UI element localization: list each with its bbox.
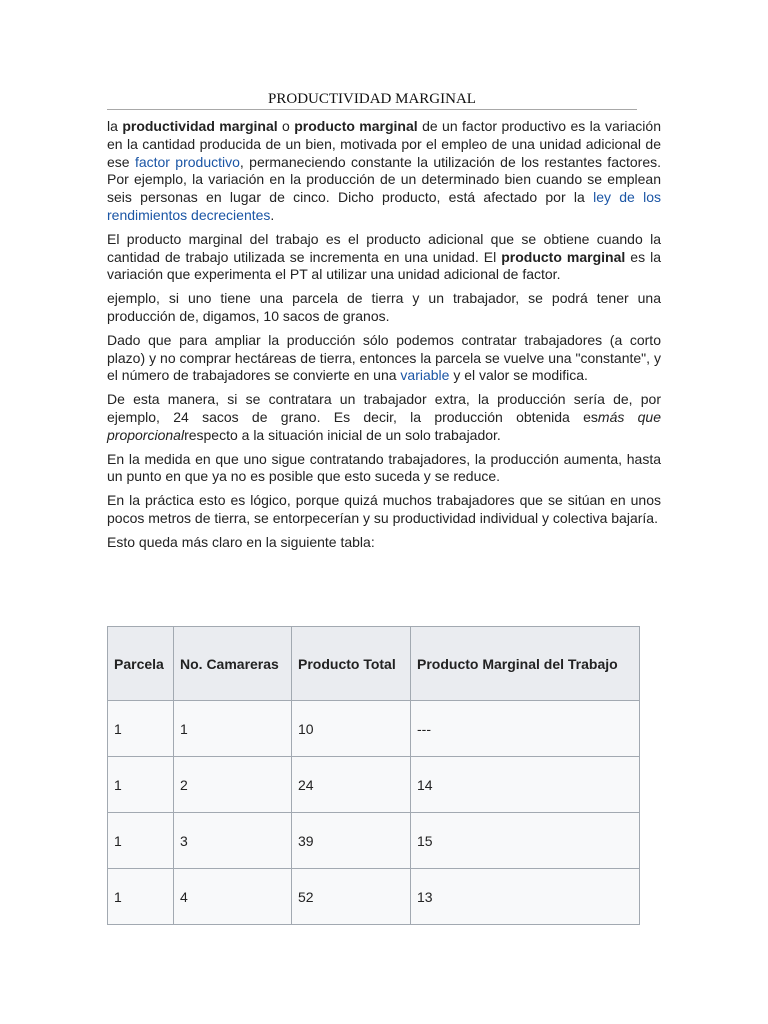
table-cell: 52 [292, 869, 411, 925]
paragraph-trabajador-extra [107, 391, 661, 444]
article-body [107, 118, 661, 552]
column-header: No. Camareras [174, 627, 292, 701]
link-factor-productivo[interactable]: factor productivo [134, 153, 240, 170]
bold-term: producto marginal [501, 248, 626, 265]
table-cell: 14 [411, 757, 640, 813]
text-run: la [107, 118, 123, 134]
table-row [108, 813, 640, 869]
bold-term: producto marginal [294, 118, 418, 134]
table-cell: 2 [174, 757, 292, 813]
text-run: o [277, 118, 295, 134]
paragraph-ampliar [107, 332, 661, 385]
paragraph-definition [107, 118, 661, 225]
table-cell: 10 [292, 701, 411, 757]
text-run: es la variación que experimenta el PT al utilizar una unidad adicional de factor. [107, 248, 661, 283]
table-row [108, 757, 640, 813]
paragraph-contratando: En la medida en que uno sigue contratando trabajadores, la producción aumenta, hasta un punto en que ya no es posible que esto suceda y se reduce. [107, 450, 661, 485]
column-header: Producto Marginal del Trabajo [411, 627, 640, 701]
table-cell: 1 [108, 813, 174, 869]
table-cell: 15 [411, 813, 640, 869]
table-cell: --- [411, 701, 640, 757]
table-cell: 3 [174, 813, 292, 869]
text-run: de un factor productivo es la variación en la cantidad producida de un bien, motivada por el empleo de una unidad adicional de ese [107, 118, 661, 170]
column-header: Producto Total [292, 627, 411, 701]
column-header: Parcela [108, 627, 174, 701]
paragraph-tabla-intro: Esto queda más claro en la siguiente tabla: [107, 533, 375, 550]
table-cell: 1 [108, 701, 174, 757]
table-cell: 39 [292, 813, 411, 869]
table-cell: 1 [108, 757, 174, 813]
bold-term: productividad marginal [122, 118, 278, 134]
table-cell: 13 [411, 869, 640, 925]
paragraph-practica: En la práctica esto es lógico, porque quizá muchos trabajadores que se sitúan en unos pocos metros de tierra, se entorpecerían y su productividad individual y colectiva bajaría. [107, 492, 661, 526]
text-run: El producto marginal del trabajo es el producto adicional que se obtiene cuando la cantidad de trabajo utilizada se incrementa en una unidad. El [107, 230, 661, 265]
text-run: Dado que para ampliar la producción sólo podemos contratar trabajadores (a corto plazo) y no comprar hectáreas de tierra, entonces la parcela se vuelve una "constante", y el número de trabajadores se convierte en una [107, 331, 661, 384]
table-row [108, 869, 640, 925]
paragraph-producto-marginal [107, 231, 661, 284]
paragraph-ejemplo: ejemplo, si uno tiene una parcela de tierra y un trabajador, se podrá tener una producción de, digamos, 10 sacos de granos. [107, 290, 661, 324]
table-header-row [108, 627, 640, 701]
text-run: De esta manera, si se contratara un trabajador extra, la producción sería de, por ejemplo, 24 sacos de grano. Es decir, la producción obtenida es [107, 391, 661, 425]
text-run: , permaneciendo constante la utilización de los restantes factores. Por ejemplo, la variación en la producción de un determinado bien cuando se emplean seis personas en lugar de cinco. Dicho producto, está afectado por la [107, 153, 661, 206]
text-run: . [270, 206, 275, 223]
table-cell: 24 [292, 757, 411, 813]
text-run: respecto a la situación inicial de un solo trabajador. [184, 426, 501, 443]
table-cell: 1 [108, 869, 174, 925]
page-title: PRODUCTIVIDAD MARGINAL [107, 91, 637, 110]
text-run: y el valor se modifica. [449, 367, 588, 384]
link-variable[interactable]: variable [400, 367, 450, 384]
table-cell: 1 [174, 701, 292, 757]
marginal-product-table [107, 626, 640, 925]
table-cell: 4 [174, 869, 292, 925]
table-row [108, 701, 640, 757]
italic-term: más que proporcional [107, 408, 662, 443]
link-ley-rendimientos[interactable]: ley de los rendimientos decrecientes [107, 189, 661, 223]
